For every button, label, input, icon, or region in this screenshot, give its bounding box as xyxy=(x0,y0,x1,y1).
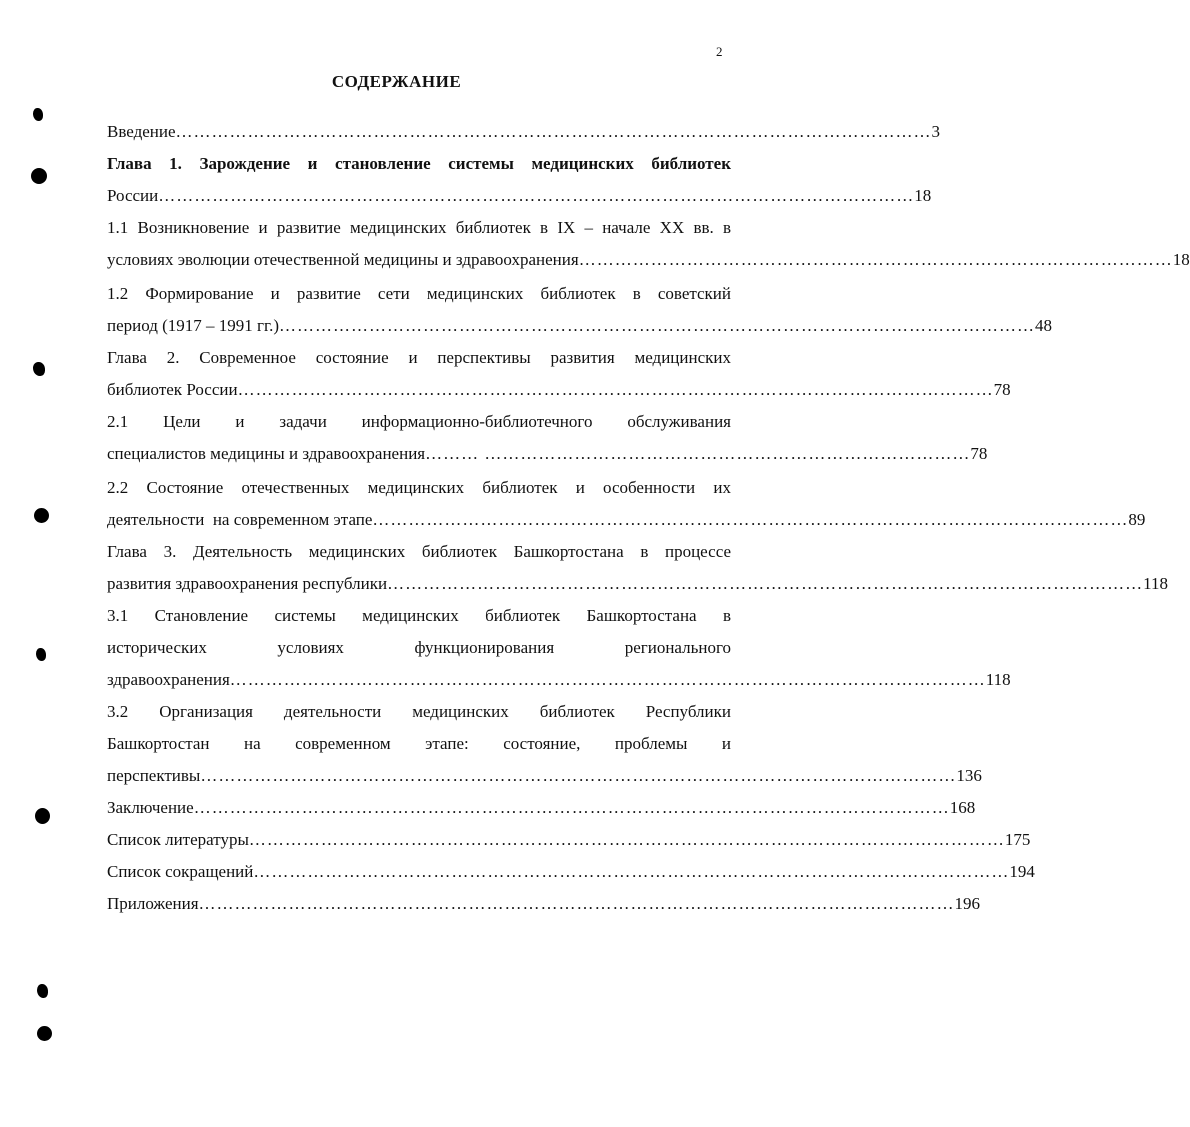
toc-page-number: 118 xyxy=(985,670,1011,689)
toc-leader-dots: ……………………………………………………………………………………………………………… xyxy=(198,894,955,913)
toc-page-number: 194 xyxy=(1009,862,1035,881)
scan-speck xyxy=(33,362,45,376)
toc-leader-dots: ……………………………………………………………………………………………………………… xyxy=(193,798,950,817)
toc-entry-references xyxy=(107,830,1031,850)
punch-hole xyxy=(35,808,50,824)
scan-speck xyxy=(36,648,46,661)
toc-entry-label: Введение xyxy=(107,122,176,141)
toc-page-number: 136 xyxy=(956,766,982,785)
toc-leader-dots: ……………………………………………………………………………………………………………… xyxy=(253,862,1010,881)
toc-entry-label: России xyxy=(107,186,159,205)
toc-leader-dots: ……………………………………………………………………………………………………………… xyxy=(372,510,1129,529)
toc-entry-appendices xyxy=(107,894,981,914)
toc-page-number: 18 xyxy=(1172,250,1190,269)
toc-section-3-2-line2: Башкортостан на современном этапе: состояние, проблемы и xyxy=(107,734,731,753)
page-title: СОДЕРЖАНИЕ xyxy=(331,72,462,91)
toc-entry-label: Приложения xyxy=(107,894,199,913)
toc-chapter-1-line1: Глава 1. Зарождение и становление системы медицинских библиотек xyxy=(107,154,731,173)
toc-section-2-2-line1: 2.2 Состояние отечественных медицинских библиотек и особенности их xyxy=(107,478,731,497)
toc-section-3-1-line1: 3.1 Становление системы медицинских библиотек Башкортостана в xyxy=(107,606,731,625)
toc-section-3-2-line1: 3.2 Организация деятельности медицинских библиотек Республики xyxy=(107,702,731,721)
toc-entry-intro xyxy=(107,122,941,142)
page-number: 2 xyxy=(716,44,723,59)
toc-entry-label: перспективы xyxy=(107,766,201,785)
toc-entry-label: условиях эволюции отечественной медицины и здравоохранения xyxy=(107,250,579,269)
scan-speck xyxy=(37,984,48,998)
toc-chapter-3-line2 xyxy=(107,574,1168,594)
toc-page-number: 89 xyxy=(1128,510,1146,529)
toc-section-1-2-line1: 1.2 Формирование и развитие сети медицинских библиотек в советский xyxy=(107,284,731,303)
toc-entry-label: Заключение xyxy=(107,798,194,817)
toc-leader-dots: ……………………………………………………………………………………………………………… xyxy=(158,186,915,205)
toc-chapter-2-line2 xyxy=(107,380,1011,400)
toc-page-number: 196 xyxy=(954,894,981,913)
toc-leader-dots: ……………………………………………………………………………………………………………… xyxy=(279,316,1036,335)
toc-entry-label: Список сокращений xyxy=(107,862,254,881)
toc-entry-label: библиотек России xyxy=(107,380,238,399)
toc-leader-dots: ……………………………………………………………………………………………………………… xyxy=(175,122,932,141)
toc-entry-label: здравоохранения xyxy=(107,670,230,689)
toc-leader-dots: ……………………………………………………………………………………………………………… xyxy=(200,766,957,785)
toc-page-number: 18 xyxy=(914,186,932,205)
toc-leader-dots: ……………………………………………………………………………………………………………… xyxy=(387,574,1144,593)
scan-speck xyxy=(33,108,43,121)
toc-section-1-2-line2 xyxy=(107,316,1053,336)
toc-section-1-1-line2 xyxy=(107,250,1190,270)
toc-entry-label: Список литературы xyxy=(107,830,249,849)
toc-chapter-1-line2 xyxy=(107,186,932,206)
toc-page-number: 78 xyxy=(970,444,988,463)
punch-hole xyxy=(37,1026,52,1041)
toc-entry-label: специалистов медицины и здравоохранения xyxy=(107,444,426,463)
toc-entry-label: период (1917 – 1991 гг.) xyxy=(107,316,280,335)
toc-entry-label: развития здравоохранения республики xyxy=(107,574,388,593)
toc-section-2-1-line2 xyxy=(107,444,988,464)
toc-section-2-1-line1: 2.1 Цели и задачи информационно-библиотечного обслуживания xyxy=(107,412,731,431)
toc-section-1-1-line1: 1.1 Возникновение и развитие медицинских библиотек в IX – начале XX вв. в xyxy=(107,218,731,237)
toc-entry-label: деятельности на современном этапе xyxy=(107,510,373,529)
toc-page-number: 175 xyxy=(1004,830,1031,849)
toc-section-3-2-line3 xyxy=(107,766,982,786)
toc-page-number: 78 xyxy=(993,380,1011,399)
toc-leader-dots: ……… ……………………………………………………………………… xyxy=(425,444,971,463)
toc-leader-dots: ……………………………………………………………………………………………………………… xyxy=(237,380,994,399)
toc-chapter-2-line1: Глава 2. Современное состояние и перспективы развития медицинских xyxy=(107,348,731,367)
punch-hole xyxy=(31,168,47,184)
punch-hole xyxy=(34,508,49,523)
toc-leader-dots: ……………………………………………………………………………………… xyxy=(578,250,1173,269)
toc-page-number: 168 xyxy=(949,798,976,817)
toc-entry-conclusion xyxy=(107,798,976,818)
toc-leader-dots: ……………………………………………………………………………………………………………… xyxy=(229,670,986,689)
toc-page-number: 118 xyxy=(1143,574,1168,593)
toc-section-3-1-line3 xyxy=(107,670,1011,690)
toc-leader-dots: ……………………………………………………………………………………………………………… xyxy=(248,830,1005,849)
toc-section-3-1-line2: исторических условиях функционирования регионального xyxy=(107,638,731,657)
toc-section-2-2-line2 xyxy=(107,510,1146,530)
toc-page-number: 3 xyxy=(931,122,941,141)
toc-page-number: 48 xyxy=(1035,316,1053,335)
toc-chapter-3-line1: Глава 3. Деятельность медицинских библиотек Башкортостана в процессе xyxy=(107,542,731,561)
toc-entry-abbreviations xyxy=(107,862,1035,882)
